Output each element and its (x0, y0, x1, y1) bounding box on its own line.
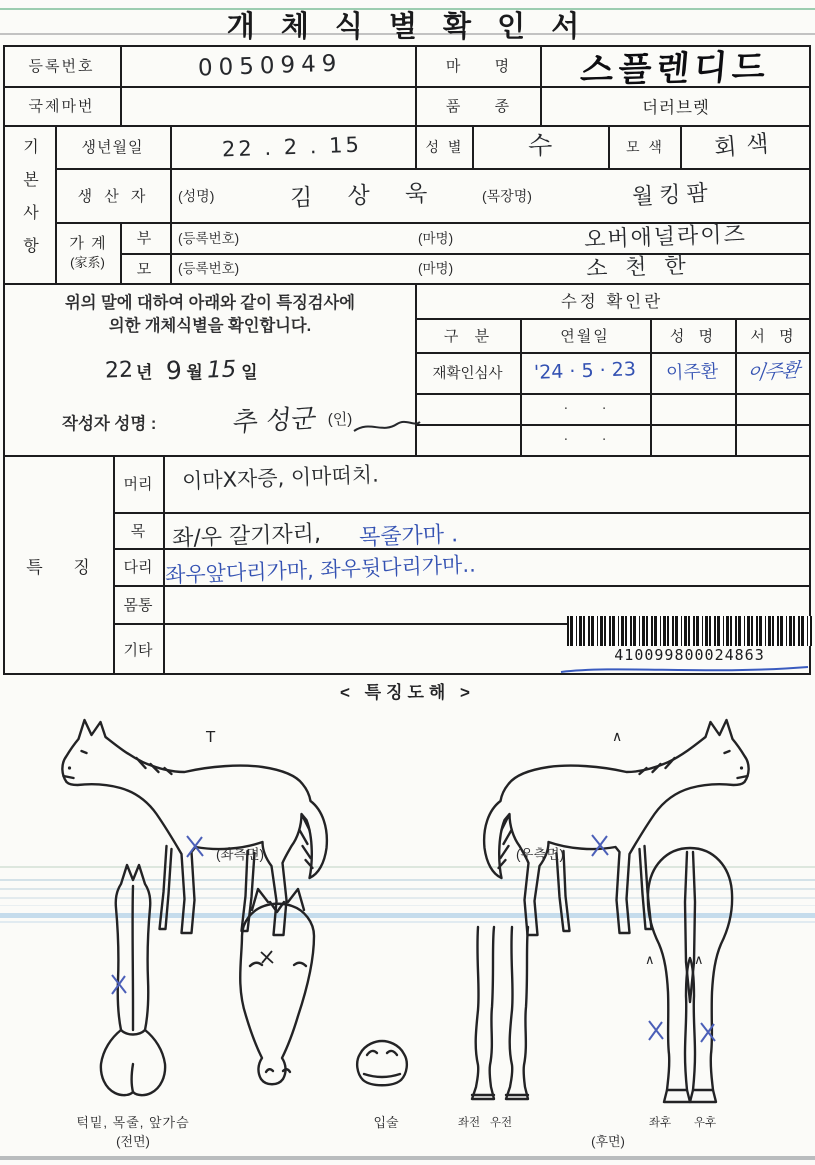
blue-x-mark-front-view (108, 972, 130, 996)
date-day-handwriting: 15 (206, 356, 237, 384)
family-label (55, 222, 120, 283)
revision-sign-handwriting: 이주환 (745, 358, 801, 385)
dam-name-handwriting: 소천한 (585, 252, 705, 282)
statement-line-1: 위의 말에 대하여 아래와 같이 특징검사에 (65, 294, 355, 312)
blue-x-mark-rear-left (645, 1018, 667, 1042)
feature-leg-note (165, 554, 805, 590)
writer-name-value (220, 397, 330, 439)
horse-name-value (542, 43, 810, 91)
revision-date-handwriting: '24 · 5 · 23 (533, 358, 637, 384)
breed-label: 품 종 (445, 98, 512, 115)
statement-line-2: 의한 개체식별을 확인합니다. (108, 317, 312, 335)
signature-flourish (352, 416, 422, 436)
reg-no-label: 등록번호 (28, 58, 95, 75)
producer-name-handwriting: 김 상 욱 (290, 179, 443, 212)
pen-t-mark: T (206, 728, 216, 746)
dam-regno-paren: (등록번호) (178, 261, 240, 276)
horse-lips-figure (348, 1038, 416, 1090)
breed-value: 더러브렛 (642, 98, 710, 117)
horse-name-handwriting: 스플렌디드 (579, 47, 773, 91)
sire-regno-paren: (등록번호) (178, 231, 240, 246)
coat-handwriting: 회색 (712, 129, 780, 162)
page-title (0, 6, 815, 42)
dam-name-value (540, 246, 750, 284)
revision-row3-date: · · (563, 430, 607, 447)
date-month-handwriting: 9 (165, 355, 183, 385)
revision-col-date: 연월일 (560, 327, 610, 345)
birth-label: 생년월일 (81, 139, 144, 156)
coat-value (682, 121, 810, 165)
feature-leg-handwriting-blue: 좌우앞다리가마, 좌우뒷다리가마.. (164, 552, 477, 588)
front-view-label: (전면) (116, 1133, 150, 1149)
revision-col-sign: 서 명 (750, 327, 796, 345)
pen-forehead-x-mark (258, 948, 276, 966)
horse-front-legs-figure (468, 925, 534, 1105)
feature-neck-note (172, 519, 802, 555)
lips-label: 입술 (373, 1114, 399, 1130)
rear-right-hoof-label: 우후 (693, 1117, 717, 1129)
dam-row-label: 모 (136, 260, 154, 278)
features-section-label: 특 징 (26, 557, 90, 577)
right-side-view-label: (우측면) (515, 847, 565, 862)
reg-no-handwriting: 0050949 (197, 50, 343, 82)
scan-line (0, 1156, 815, 1160)
horse-rear-view-figure (635, 842, 745, 1107)
intl-no-value (122, 86, 414, 125)
feature-row-etc-label: 기타 (123, 641, 153, 659)
pen-hock-mark-right: ∧ (694, 953, 704, 968)
date-month-suffix: 월 (186, 362, 203, 382)
front-view-caption: 턱밑, 목줄, 앞가슴 (76, 1114, 190, 1130)
intl-no-label: 국제마번 (28, 98, 95, 115)
family-label-kr: 가 계 (69, 234, 106, 252)
date-year-handwriting: 22 (104, 357, 134, 383)
grid-line (113, 512, 809, 514)
diagram-title: < 특징도해 > (340, 682, 475, 702)
barcode-number: 410099800024863 (614, 646, 765, 664)
page-title-text: 개 체 식 별 확 인 서 (226, 10, 589, 43)
sire-name-paren: (마명) (418, 231, 454, 246)
revision-col-name: 성 명 (669, 327, 716, 345)
revision-row-date (522, 351, 648, 391)
horse-front-view-figure (85, 860, 180, 1100)
feature-row-leg-label: 다리 (123, 559, 153, 576)
reg-no-value (130, 48, 410, 84)
date-year-suffix: 년 (136, 362, 153, 382)
sire-name-handwriting: 오버애널라이즈 (583, 221, 747, 253)
feature-row-body-label: 몸통 (123, 596, 153, 614)
revision-row-name (652, 351, 733, 391)
blue-x-mark-left-foreleg (183, 833, 207, 859)
pen-withers-mark: ∧ (612, 729, 623, 745)
revision-col-type: 구 분 (443, 327, 492, 345)
farm-name-handwriting: 월킹팜 (631, 180, 715, 210)
writer-name-handwriting: 추 성군 (231, 403, 318, 438)
sex-value (474, 123, 606, 165)
birth-value (172, 128, 412, 166)
blue-x-mark-rear-right (697, 1020, 719, 1044)
dam-name-paren: (마명) (418, 261, 454, 276)
barcode (567, 616, 812, 646)
feature-head-handwriting: 이마X자증, 이마떠치. (181, 462, 380, 494)
left-side-view-label: (좌측면) (215, 847, 265, 862)
pen-hock-mark-left: ∧ (645, 953, 655, 968)
basic-section-label (3, 125, 55, 283)
sire-row-label: 부 (136, 230, 154, 247)
barcode-underline-flourish (558, 662, 813, 676)
blue-x-mark-right-foreleg (588, 832, 612, 858)
feature-row-neck-label: 목 (130, 522, 146, 540)
revision-row2-date: · · (563, 399, 607, 416)
writer-label: 작성자 성명 : (62, 415, 157, 433)
horse-name-label: 마 명 (445, 58, 512, 75)
family-label-hanja: (家系) (70, 254, 105, 270)
coat-label: 모 색 (626, 138, 662, 155)
producer-name-value (252, 172, 480, 214)
feature-neck-handwriting-blue: 목줄가마 . (359, 522, 459, 551)
revision-name-handwriting: 이주환 (666, 361, 719, 384)
statement-date (105, 352, 355, 388)
horse-face-figure (222, 886, 334, 1091)
basic-section-label-text: 기본사항 (20, 138, 38, 270)
producer-label: 생 산 자 (77, 187, 148, 205)
date-day-suffix: 일 (241, 362, 258, 382)
rear-left-hoof-label: 좌후 (648, 1117, 672, 1129)
farm-name-paren: (목장명) (482, 188, 532, 204)
revision-row-type: 재확인심사 (432, 366, 503, 382)
revision-title: 수정 확인란 (560, 293, 664, 311)
revision-row-sign (737, 349, 809, 391)
front-left-hoof-label: 좌전 (457, 1117, 481, 1129)
feature-head-note (182, 462, 722, 496)
farm-name-value (590, 172, 755, 214)
seal-mark: (인) (327, 410, 353, 428)
producer-name-paren: (성명) (178, 188, 215, 204)
rear-view-label: (후면) (591, 1133, 625, 1149)
feature-neck-handwriting-black: 좌/우 갈기자리, (171, 521, 322, 552)
sex-label: 성 별 (425, 138, 462, 155)
birth-handwriting: 22 . 2 . 15 (221, 132, 363, 162)
sex-handwriting: 수 (527, 130, 553, 161)
front-right-hoof-label: 우전 (489, 1117, 513, 1129)
feature-row-head-label: 머리 (123, 476, 153, 493)
